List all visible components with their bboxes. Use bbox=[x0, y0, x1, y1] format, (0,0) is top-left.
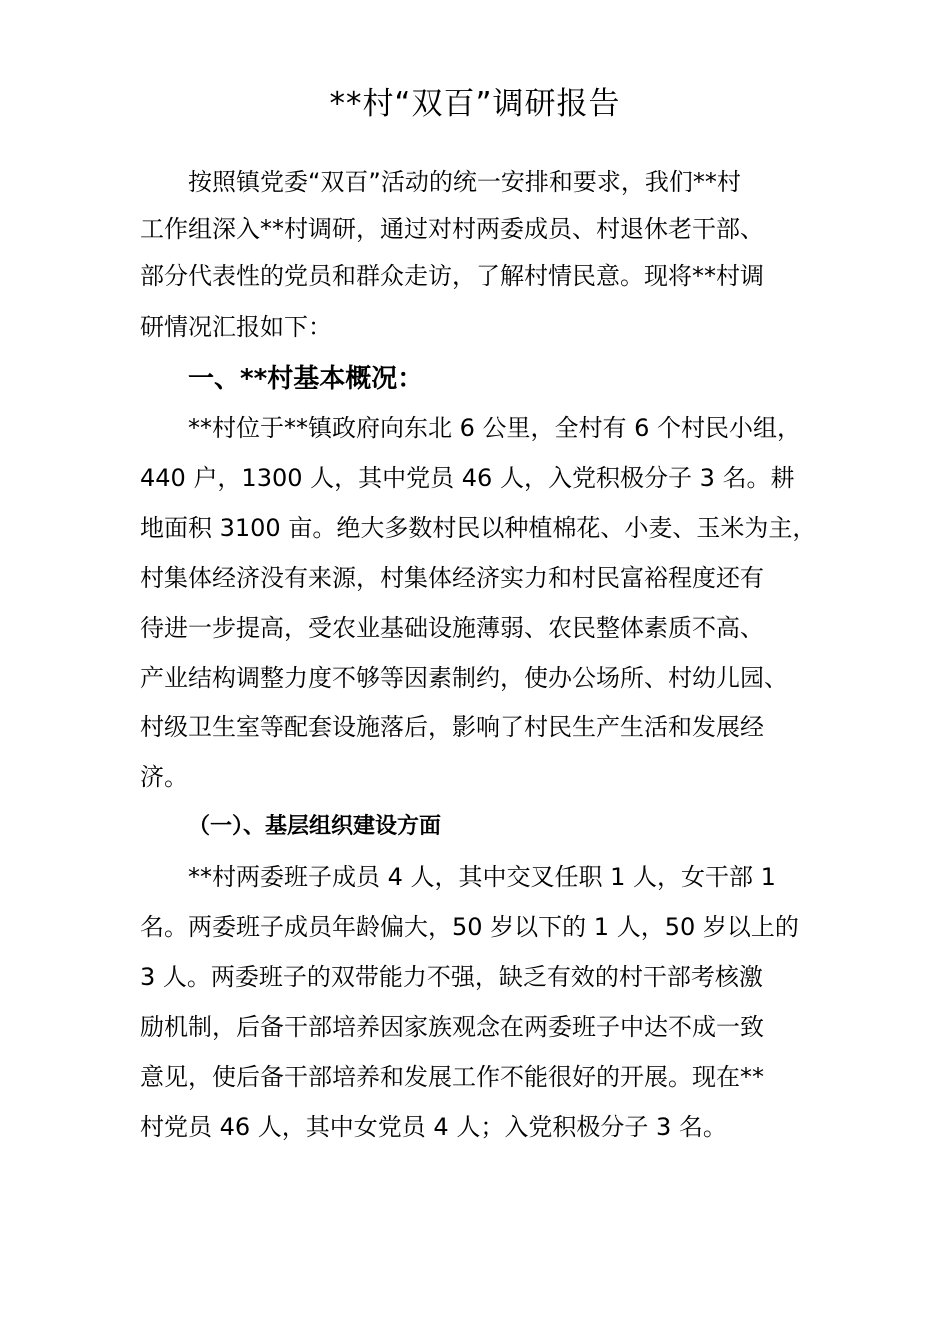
paragraph-line: 励机制，后备干部培养因家族观念在两委班子中达不成一致 bbox=[140, 1013, 764, 1041]
paragraph-line: 产业结构调整力度不够等因素制约，使办公场所、村幼儿园、 bbox=[140, 664, 788, 692]
document-title: **村“双百”调研报告 bbox=[329, 86, 621, 122]
intro-line: 按照镇党委“双百”活动的统一安排和要求，我们**村 bbox=[188, 168, 741, 196]
paragraph-line: **村两委班子成员 4 人，其中交叉任职 1 人，女干部 1 bbox=[188, 863, 776, 891]
intro-line: 工作组深入**村调研，通过对村两委成员、村退休老干部、 bbox=[140, 215, 764, 243]
paragraph-line: 村党员 46 人，其中女党员 4 人；入党积极分子 3 名。 bbox=[140, 1113, 727, 1141]
paragraph-line: 村级卫生室等配套设施落后，影响了村民生产生活和发展经 bbox=[140, 713, 764, 741]
intro-line: 研情况汇报如下： bbox=[140, 313, 332, 341]
section-heading: 一、**村基本概况： bbox=[188, 364, 424, 394]
paragraph-line: 济。 bbox=[140, 763, 188, 791]
paragraph-line: 待进一步提高，受农业基础设施薄弱、农民整体素质不高、 bbox=[140, 614, 764, 642]
subsection-heading: （一）、基层组织建设方面 bbox=[188, 814, 442, 839]
paragraph-line: 名。两委班子成员年龄偏大，50 岁以下的 1 人，50 岁以上的 bbox=[140, 913, 799, 941]
paragraph-line: 地面积 3100 亩。绝大多数村民以种植棉花、小麦、玉米为主， bbox=[140, 514, 817, 542]
paragraph-line: **村位于**镇政府向东北 6 公里，全村有 6 个村民小组， bbox=[188, 414, 802, 442]
paragraph-line: 440 户，1300 人，其中党员 46 人，入党积极分子 3 名。耕 bbox=[140, 464, 795, 492]
paragraph-line: 意见，使后备干部培养和发展工作不能很好的开展。现在** bbox=[140, 1063, 764, 1091]
paragraph-line: 村集体经济没有来源，村集体经济实力和村民富裕程度还有 bbox=[140, 564, 764, 592]
intro-line: 部分代表性的党员和群众走访，了解村情民意。现将**村调 bbox=[140, 262, 764, 290]
paragraph-line: 3 人。两委班子的双带能力不强，缺乏有效的村干部考核激 bbox=[140, 963, 763, 991]
